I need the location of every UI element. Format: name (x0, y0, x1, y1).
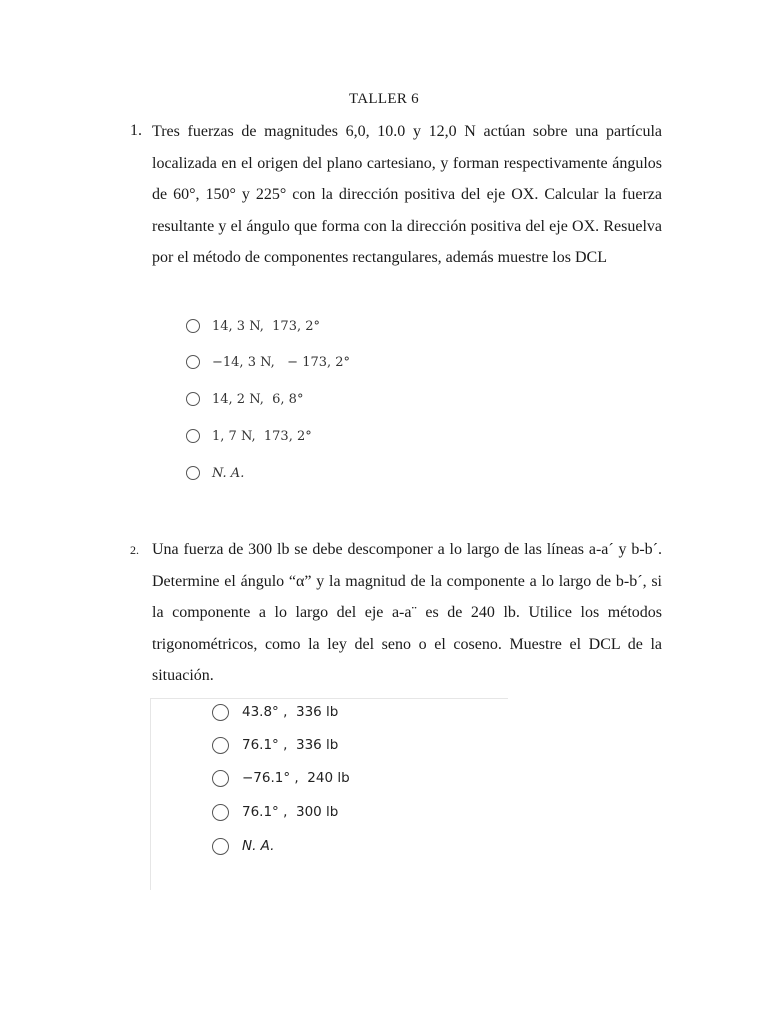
question-1-option-e[interactable] (186, 462, 244, 484)
options-frame-top (150, 698, 508, 699)
question-2-option-d[interactable] (212, 801, 338, 823)
question-1-option-a[interactable] (186, 315, 320, 337)
option-label: 43.8° , 336 lb (242, 704, 339, 720)
radio-button[interactable] (186, 466, 200, 480)
option-label: 76.1° , 336 lb (242, 737, 339, 753)
question-2-option-e[interactable] (212, 835, 274, 857)
option-label: −76.1° , 240 lb (242, 770, 350, 786)
radio-button[interactable] (212, 737, 229, 754)
options-frame-left (150, 698, 151, 890)
radio-button[interactable] (212, 770, 229, 787)
option-label: −14, 3 N, − 173, 2° (212, 354, 351, 370)
option-label: 14, 3 N, 173, 2° (212, 318, 320, 334)
radio-button[interactable] (212, 804, 229, 821)
question-2-option-a[interactable] (212, 701, 338, 723)
page-title: TALLER 6 (349, 91, 419, 107)
question-1-option-b[interactable] (186, 351, 350, 373)
option-label: 1, 7 N, 173, 2° (212, 428, 312, 444)
radio-button[interactable] (212, 838, 229, 855)
option-label: N. A. (212, 465, 245, 481)
question-2-option-c[interactable] (212, 767, 350, 789)
question-1-option-d[interactable] (186, 425, 312, 447)
question-2-option-b[interactable] (212, 734, 338, 756)
option-label: N. A. (242, 838, 275, 854)
question-2-number: 2. (130, 543, 139, 557)
question-1-number: 1. (130, 122, 142, 139)
radio-button[interactable] (186, 319, 200, 333)
question-1-text: Tres fuerzas de magnitudes 6,0, 10.0 y 12,0 N actúan sobre una partícula localizada en el origen del plano cartesiano, y forman respectivamente ángulos de 60°, 150° y 225° con la dirección positiva del eje OX. Calcular la fuerza resultante y el ángulo que forma con la dirección positiva del eje OX. Resuelva por el método de componentes rectangulares, además muestre los DCL (152, 123, 662, 266)
option-label: 14, 2 N, 6, 8° (212, 391, 304, 407)
question-1-option-c[interactable] (186, 388, 303, 410)
option-label: 76.1° , 300 lb (242, 804, 339, 820)
radio-button[interactable] (186, 355, 200, 369)
radio-button[interactable] (212, 704, 229, 721)
question-2-text: Una fuerza de 300 lb se debe descomponer a lo largo de las líneas a-a´ y b-b´. Determine el ángulo “α” y la magnitud de la componente a lo largo de b-b´, si la componente a lo largo del eje a-a¨ es de 240 lb. Utilice los métodos trigonométricos, como la ley del seno o el coseno. Muestre el DCL de la situación. (152, 541, 662, 684)
radio-button[interactable] (186, 392, 200, 406)
radio-button[interactable] (186, 429, 200, 443)
